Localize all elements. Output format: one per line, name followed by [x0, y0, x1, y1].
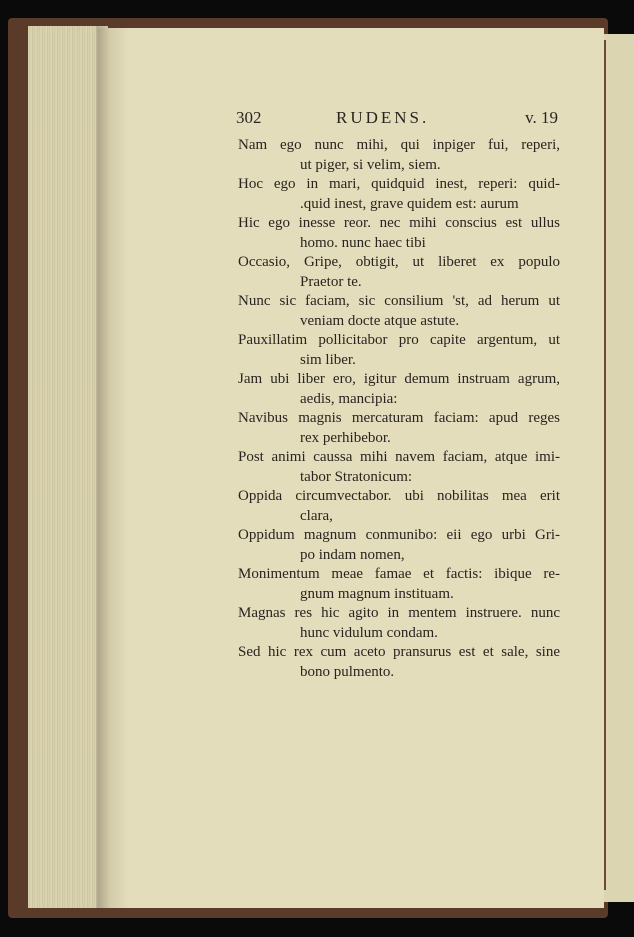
verse-line: Jam ubi liber ero, igitur demum instruam agrum,: [238, 371, 560, 387]
verse-continuation: veniam docte atque astute.: [300, 312, 460, 329]
verse-line: Occasio, Gripe, obtigit, ut liberet ex populo: [238, 254, 560, 270]
verse-continuation: .quid inest, grave quidem est: aurum: [300, 195, 519, 212]
facing-page: [604, 34, 634, 902]
running-title: RUDENS.: [336, 108, 430, 127]
verse-line: Oppida circumvectabor. ubi nobilitas mea erit: [238, 488, 560, 504]
verse-continuation: ut piger, si velim, siem.: [300, 156, 441, 173]
verse-continuation: bono pulmento.: [300, 663, 395, 680]
verse-continuation: hunc vidulum condam.: [300, 624, 438, 641]
verse-continuation: po indam nomen,: [300, 546, 405, 563]
verse-continuation: rex perhibebor.: [300, 429, 391, 446]
verse-line: Hic ego inesse reor. nec mihi conscius est ullus: [238, 215, 560, 231]
verse-continuation: gnum magnum instituam.: [300, 585, 454, 602]
verse-line: Magnas res hic agito in mentem instruere. nunc: [238, 605, 560, 621]
page-header: [236, 108, 558, 132]
verse-continuation: homo. nunc haec tibi: [300, 234, 426, 251]
verse-text: [238, 136, 560, 682]
verse-continuation: Praetor te.: [300, 273, 362, 290]
verse-line: Hoc ego in mari, quidquid inest, reperi: quid-: [238, 176, 560, 192]
verse-continuation: tabor Stratonicum:: [300, 468, 413, 485]
verse-line: Post animi caussa mihi navem faciam, atque imi-: [238, 449, 560, 465]
verse-line: Nam ego nunc mihi, qui inpiger fui, reperi,: [238, 137, 560, 153]
verse-continuation: clara,: [300, 507, 333, 524]
verse-line: Pauxillatim pollicitabor pro capite argentum, ut: [238, 332, 560, 348]
verse-continuation: aedis, mancipia:: [300, 390, 398, 407]
page-number: 302: [236, 108, 262, 127]
edge-shadow: [96, 26, 110, 908]
verse-line: Nunc sic faciam, sic consilium 'st, ad herum ut: [238, 293, 560, 309]
page-gutter-line: [604, 40, 606, 890]
verse-line: Monimentum meae famae et factis: ibique re-: [238, 566, 560, 582]
verse-line: Oppidum magnum conmunibo: eii ego urbi Gri-: [238, 527, 560, 543]
verse-number: v. 19: [525, 108, 558, 127]
verse-line: Sed hic rex cum aceto pransurus est et sale, sine: [238, 644, 560, 660]
verse-continuation: sim liber.: [300, 351, 356, 368]
verse-line: Navibus magnis mercaturam faciam: apud reges: [238, 410, 560, 426]
